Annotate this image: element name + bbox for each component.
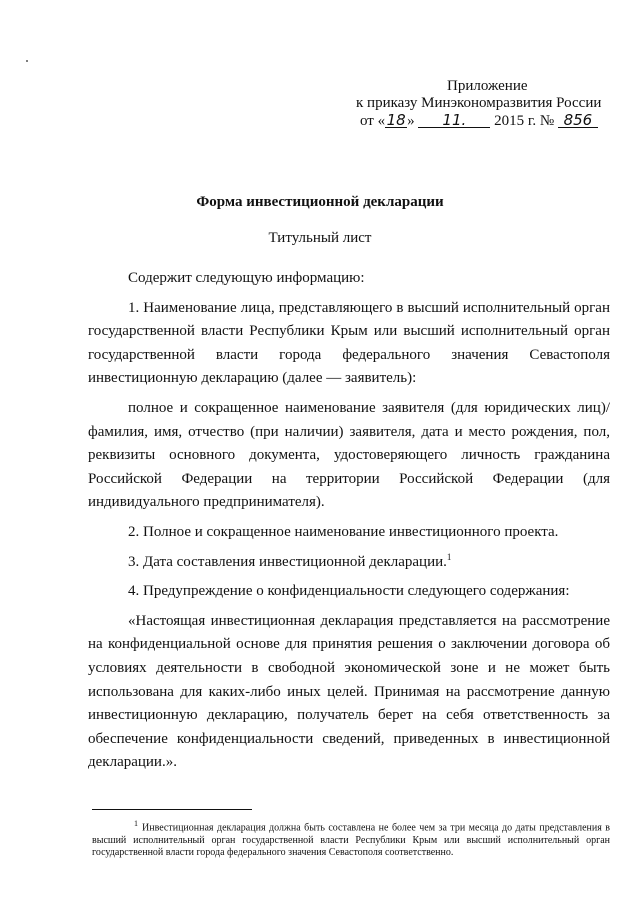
item-2-paragraph: 2. Полное и сокращенное наименование инвестиционного проекта. [128,523,559,540]
appendix-header [350,78,610,130]
item-3-paragraph [88,551,610,575]
appendix-order-ref: к приказу Минэкономразвития России [356,95,602,111]
date-prefix: от « [360,113,386,129]
footnote [92,818,610,860]
scan-speck [26,60,28,62]
item-4-paragraph: 4. Предупреждение о конфиденциальности следующего содержания: [128,583,570,600]
footnote-text: Инвестиционная декларация должна быть составлена не более чем за три месяца до даты представления в высший исполнительный орган государственной власти Республики Крым или высший исполнительный орган государственной власти города федерального значения Севастополя соответственно. [92,822,610,859]
intro-paragraph: Содержит следующую информацию: [128,270,365,286]
item-1-paragraph: 1. Наименование лица, представляющего в высший исполнительный орган государственной власти Республики Крым или высший исполнительный орган государственной власти города федерального значения Севастополя инвестиционную декларацию (далее — заявитель): [88,299,610,387]
appendix-label: Приложение [447,78,528,94]
handwritten-order-number: 856 [558,112,598,128]
footnote-number: 1 [134,819,138,828]
appendix-date-line [350,112,610,130]
year-and-number-label: 2015 г. № [494,113,555,129]
handwritten-day: 18 [386,111,406,129]
footnote-separator [92,809,252,810]
footnote-ref: 1 [446,551,452,562]
document-title: Форма инвестиционной декларации [196,194,444,210]
document-subtitle: Титульный лист [268,230,372,246]
item-3-text: 3. Дата составления инвестиционной декларации. [128,553,447,570]
handwritten-month: 11. [418,112,490,128]
document-body [88,267,610,775]
item-1-detail-paragraph: полное и сокращенное наименование заявителя (для юридических лиц)/фамилия, имя, отчество (при наличии) заявителя, дата и место рождения, пол, реквизиты основного документа, удостоверяющего личность гражданина Российской Федерации на территории Российской Федерации (для индивидуального предпринимателя). [88,399,610,511]
item-4-quote-paragraph: «Настоящая инвестиционная декларация представляется на рассмотрение на конфиденциальной основе для принятия решения о заключении договора об условиях деятельности в свободной экономической зоне и не может быть использована для каких-либо иных целей. Принимая на рассмотрение данную инвестиционную декларацию, получатель берет на себя ответственность за обеспечение конфиденциальности сведений, приведенных в инвестиционной декларации.». [88,612,610,771]
date-quote-close: » [407,113,415,129]
